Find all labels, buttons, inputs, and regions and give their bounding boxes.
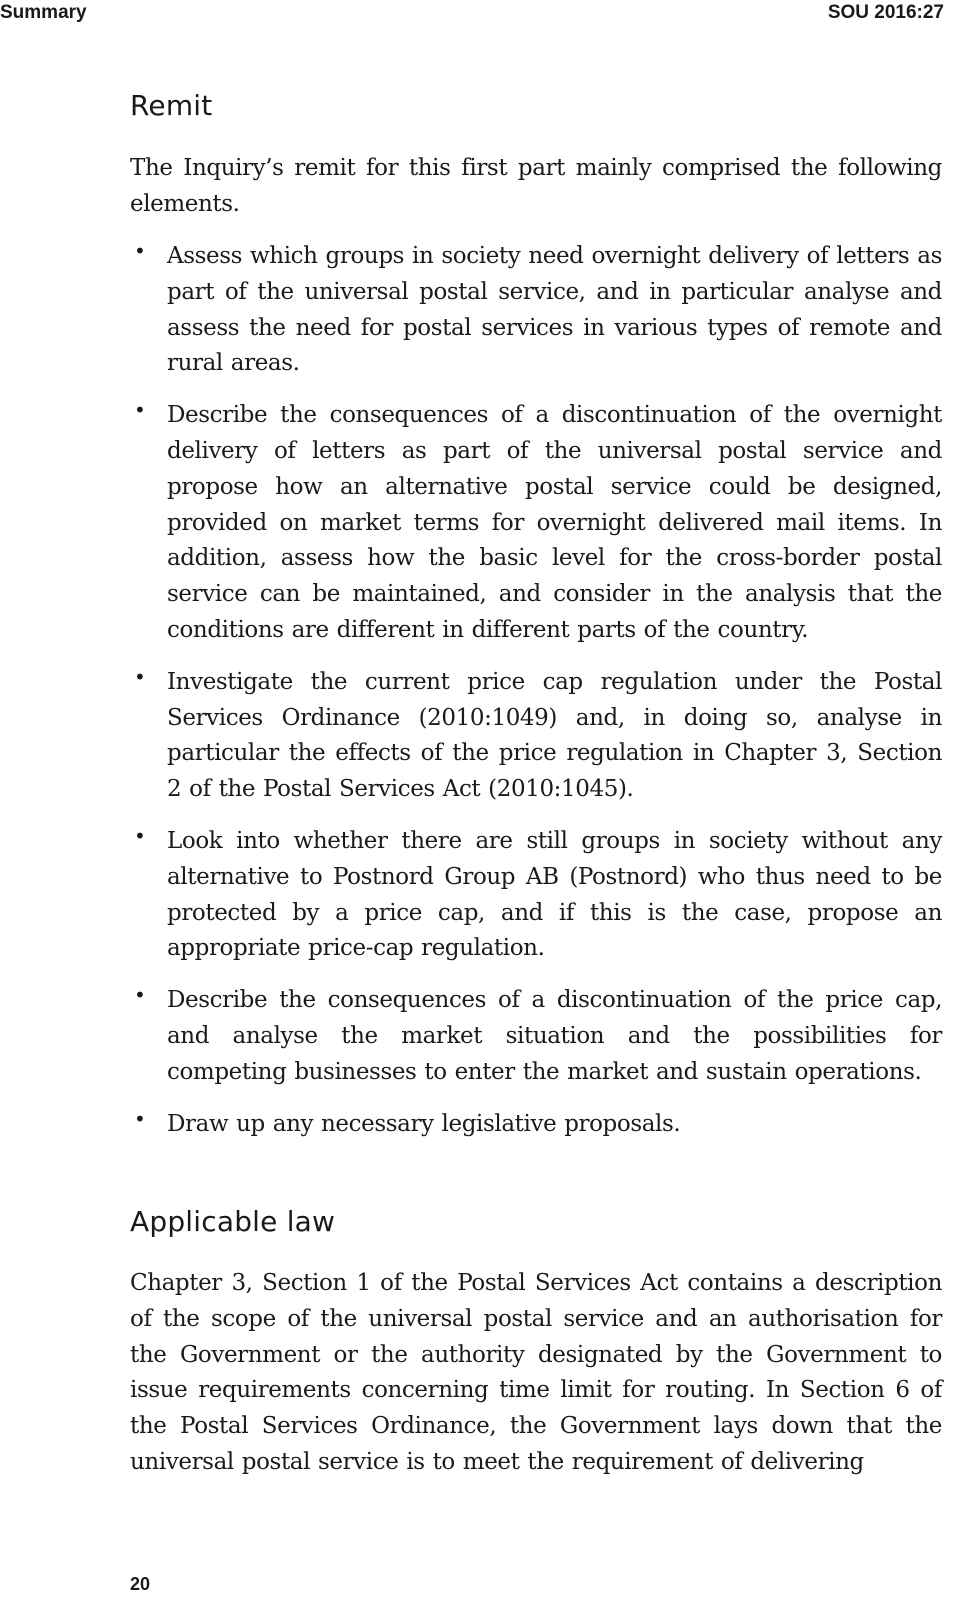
list-item-text: Draw up any necessary legislative proposals. [167,1110,681,1137]
list-item [130,824,942,967]
bullet-icon: • [134,398,146,423]
running-header [0,0,944,28]
list-item [130,1107,942,1143]
list-item-text: Describe the consequences of a discontinuation of the price cap, and analyse the market situation and the possibilities for competing businesses to enter the market and sustain operations. [167,987,942,1085]
bullet-icon: • [134,239,146,263]
remit-heading: Remit [130,89,213,122]
remit-intro-paragraph: The Inquiry’s remit for this first part mainly comprised the following elements. [130,155,942,217]
page-number: 20 [130,1574,151,1594]
list-item [130,983,942,1090]
applicable-law-heading: Applicable law [130,1205,336,1238]
applicable-law-paragraph: Chapter 3, Section 1 of the Postal Services Act contains a description of the scope of the universal postal service and an authorisation for the Government or the authority designated by the Government to issue requirements concerning time limit for routing. In Section 6 of the Postal Services Ordinance, the Government lays down that the universal postal service is to meet the requirement of delivering [130,1270,942,1475]
header-section-title: Summary [0,2,87,23]
remit-bullet-list [130,239,942,1158]
bullet-icon: • [134,983,146,1008]
list-item-text: Describe the consequences of a discontinuation of the overnight delivery of letters as part of the universal postal service and propose how an alternative postal service could be designed, provided on market terms for overnight delivered mail items. In addition, assess how the basic level for the cross-border postal service can be maintained, and consider in the analysis that the conditions are different in different parts of the country. [167,402,942,643]
bullet-icon: • [134,664,146,689]
list-item [130,665,942,808]
list-item-text: Investigate the current price cap regulation under the Postal Services Ordinance (2010:1049) and, in doing so, analyse in particular the effects of the price regulation in Chapter 3, Section 2 of the Postal Services Act (2010:1045). [167,668,942,803]
list-item-text: Look into whether there are still groups in society without any alternative to Postnord Group AB (Postnord) who thus need to be protected by a price cap, and if this is the case, propose an appropriate price-cap regulation. [167,827,942,962]
bullet-icon: • [134,823,146,848]
list-item-text: Assess which groups in society need overnight delivery of letters as part of the universal postal service, and in particular analyse and assess the need for postal services in various types of remote and rural areas. [167,243,942,377]
bullet-icon: • [134,1106,146,1131]
header-document-id: SOU 2016:27 [827,2,944,23]
list-item [130,239,942,382]
list-item [130,398,942,649]
